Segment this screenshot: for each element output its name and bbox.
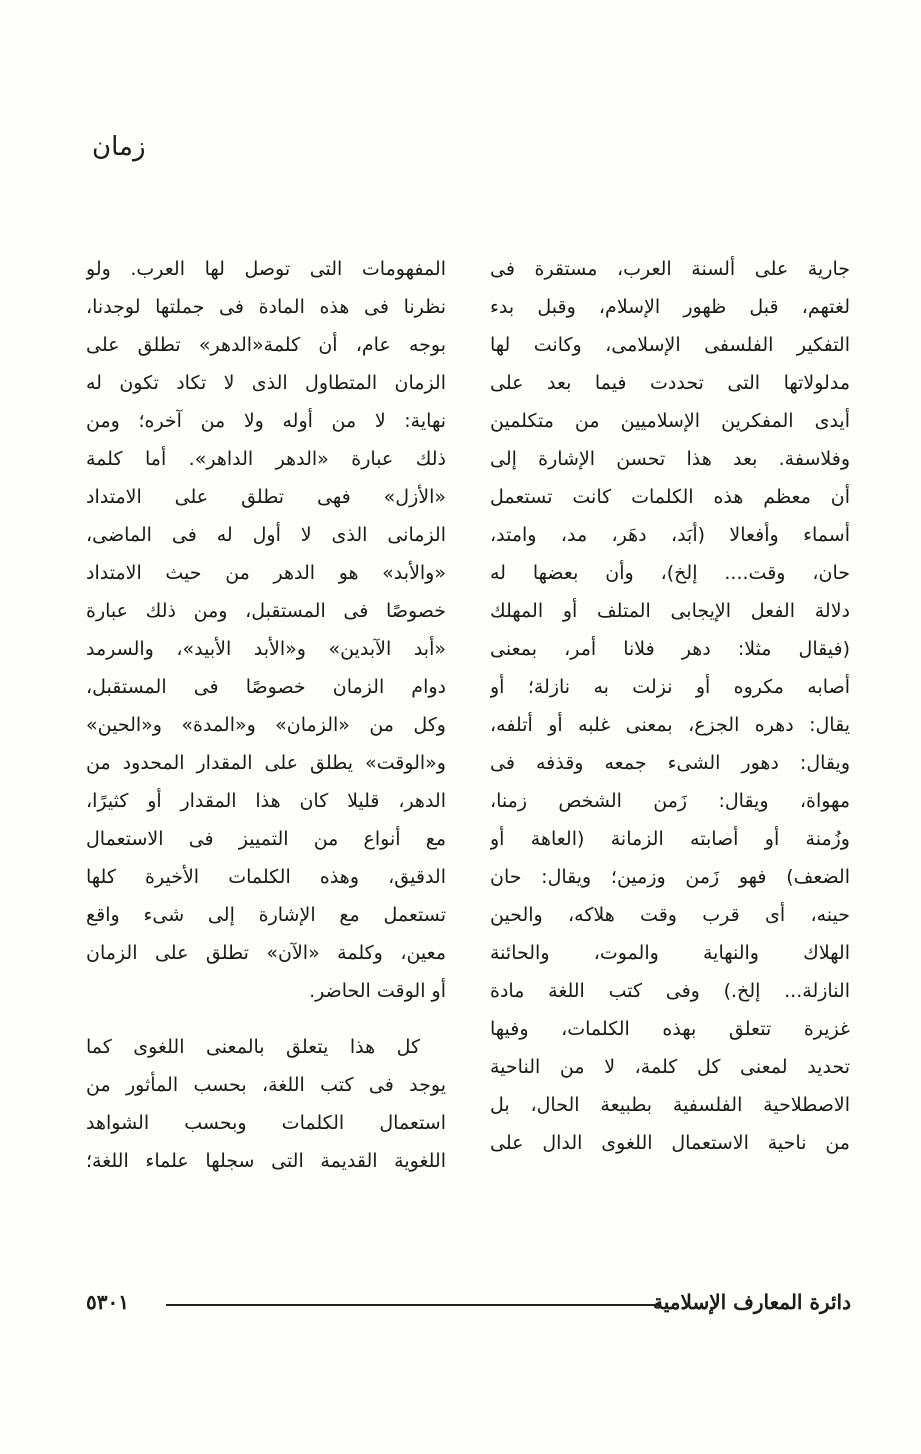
footer-rule: [166, 1304, 661, 1306]
text-line: أصابه مكروه أو نزلت به نازلة؛ أو: [490, 676, 850, 698]
text-line: ويقال: دهور الشىء جمعه وقذفه فى: [490, 752, 850, 774]
page-footer: [86, 1290, 851, 1320]
text-line: أسماء وأفعالا (أبَد، دهَر، مد، وامتد،: [490, 524, 850, 546]
left-column: [86, 250, 446, 1180]
text-line: أن معظم هذه الكلمات كانت تستعمل: [490, 486, 850, 508]
text-line: بوجه عام، أن كلمة«الدهر» تطلق على: [86, 334, 446, 356]
text-line: «أبد الآبدين» و«الأبد الأبيد»، والسرمد: [86, 638, 446, 660]
text-line: من ناحية الاستعمال اللغوى الدال على: [490, 1132, 850, 1154]
page-number: ٥٣٠١: [86, 1290, 129, 1314]
text-line: دلالة الفعل الإيجابى المتلف أو المهلك: [490, 600, 850, 622]
running-title: زمان: [92, 132, 146, 162]
text-line: اللغوية القديمة التى سجلها علماء اللغة؛: [86, 1150, 446, 1172]
text-line: الهلاك والنهاية والموت، والحائنة: [490, 942, 850, 964]
text-line: غزيرة تتعلق بهذه الكلمات، وفيها: [490, 1018, 850, 1040]
text-line: «الأزل» فهى تطلق على الامتداد: [86, 486, 446, 508]
text-line: كل هذا يتعلق بالمعنى اللغوى كما: [86, 1036, 420, 1058]
text-line: (فيقال مثلا: دهر فلانا أمر، بمعنى: [490, 638, 850, 660]
text-line: الدهر، قليلا كان هذا المقدار أو كثيرًا،: [86, 790, 446, 812]
text-line: تستعمل مع الإشارة إلى شىء واقع: [86, 904, 446, 926]
text-line: يوجد فى كتب اللغة، بحسب المأثور من: [86, 1074, 446, 1096]
text-line: استعمال الكلمات وبحسب الشواهد: [86, 1112, 446, 1134]
text-line: خصوصًا فى المستقبل، ومن ذلك عبارة: [86, 600, 446, 622]
right-column: [490, 250, 850, 1162]
text-line: أيدى المفكرين الإسلاميين من متكلمين: [490, 410, 850, 432]
text-line: معين، وكلمة «الآن» تطلق على الزمان: [86, 942, 446, 964]
text-line: يقال: دهره الجزع، بمعنى غلبه أو أتلفه،: [490, 714, 850, 736]
text-line: دوام الزمان خصوصًا فى المستقبل،: [86, 676, 446, 698]
text-line: المفهومات التى توصل لها العرب. ولو: [86, 258, 446, 280]
text-line: الضعف) فهو زَمن وزمين؛ ويقال: حان: [490, 866, 850, 888]
text-line: لغتهم، قبل ظهور الإسلام، وقبل بدء: [490, 296, 850, 318]
text-line: النازلة... إلخ.) وفى كتب اللغة مادة: [490, 980, 850, 1002]
text-line: نهاية: لا من أوله ولا من آخره؛ ومن: [86, 410, 446, 432]
text-line: مع أنواع من التمييز فى الاستعمال: [86, 828, 446, 850]
text-line: «والأبد» هو الدهر من حيث الامتداد: [86, 562, 446, 584]
text-line: جارية على ألسنة العرب، مستقرة فى: [490, 258, 850, 280]
text-line: التفكير الفلسفى الإسلامى، وكانت لها: [490, 334, 850, 356]
text-line: الزمان المتطاول الذى لا تكاد تكون له: [86, 372, 446, 394]
text-line: تحديد لمعنى كل كلمة، لا من الناحية: [490, 1056, 850, 1078]
text-line: الاصطلاحية الفلسفية بطبيعة الحال، بل: [490, 1094, 850, 1116]
text-line: أو الوقت الحاضر.: [309, 980, 446, 1002]
paragraph-gap: [86, 1010, 446, 1028]
text-line: حان، وقت.... إلخ)، وأن بعضها له: [490, 562, 850, 584]
text-line: وكل من «الزمان» و«المدة» و«الحين»: [86, 714, 446, 736]
text-line: مدلولاتها التى تحددت فيما بعد على: [490, 372, 850, 394]
text-line: ذلك عبارة «الدهر الداهر». أما كلمة: [86, 448, 446, 470]
text-line: و«الوقت» يطلق على المقدار المحدود من: [86, 752, 446, 774]
text-line: مهواة، ويقال: زَمن الشخص زمنا،: [490, 790, 850, 812]
text-line: حينه، أى قرب وقت هلاكه، والحين: [490, 904, 850, 926]
text-line: وزُمنة أو أصابته الزمانة (العاهة أو: [490, 828, 850, 850]
text-line: الزمانى الذى لا أول له فى الماضى،: [86, 524, 446, 546]
text-line: الدقيق، وهذه الكلمات الأخيرة كلها: [86, 866, 446, 888]
text-line: نظرنا فى هذه المادة فى جملتها لوجدنا،: [86, 296, 446, 318]
publication-title: دائرة المعارف الإسلامية: [653, 1290, 851, 1314]
text-line: وفلاسفة. بعد هذا تحسن الإشارة إلى: [490, 448, 850, 470]
